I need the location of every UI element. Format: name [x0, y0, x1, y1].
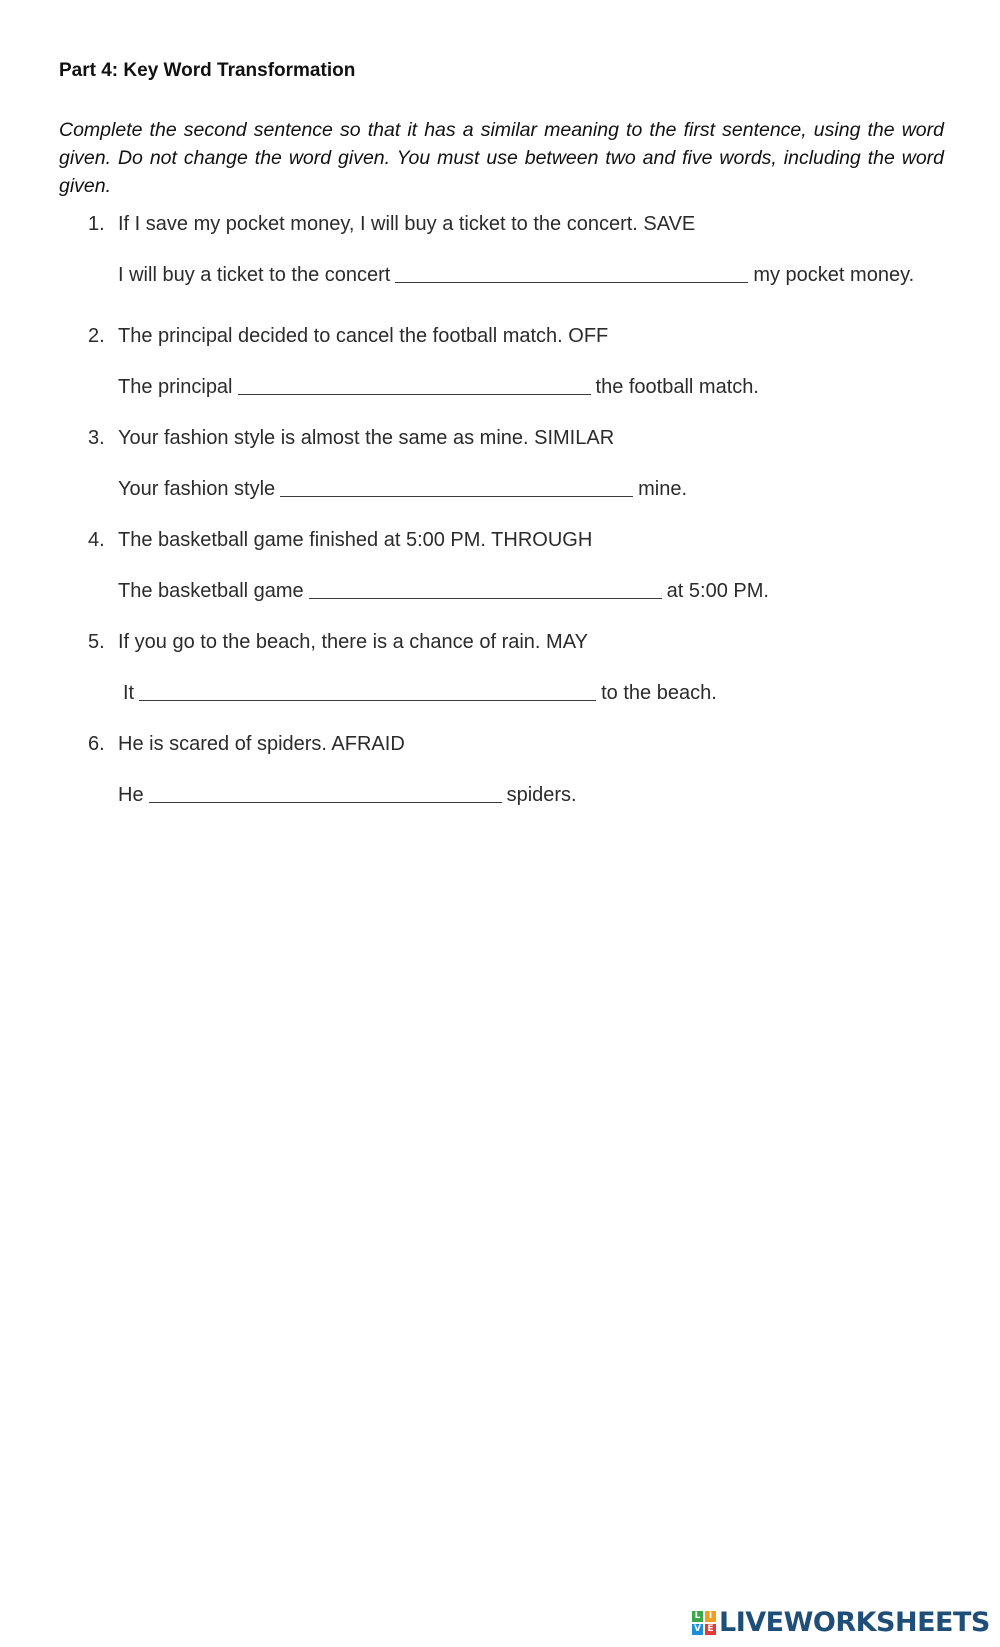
answer-sentence — [118, 264, 914, 287]
answer-before-text: Your fashion style — [118, 478, 276, 500]
question-number: 3. — [88, 427, 105, 449]
answer-after-text: to the beach. — [601, 682, 717, 704]
answer-before-text: The principal — [118, 376, 233, 398]
liveworksheets-logo — [692, 1606, 990, 1640]
answer-after-text: at 5:00 PM. — [666, 580, 769, 602]
answer-after-text: mine. — [638, 478, 688, 500]
answer-blank-input[interactable] — [309, 580, 662, 599]
question-number: 2. — [88, 325, 105, 347]
question-prompt: The basketball game finished at 5:00 PM. THROUGH — [118, 529, 593, 551]
answer-after-text: the football match. — [595, 376, 759, 398]
question-number: 1. — [88, 213, 105, 235]
logo-mark-tile: I — [705, 1611, 716, 1622]
answer-before-text: I will buy a ticket to the concert — [118, 264, 391, 286]
logo-mark-tile: L — [692, 1611, 703, 1622]
part-title: Part 4: Key Word Transformation — [59, 60, 356, 81]
logo-text: LIVEWORKSHEETS — [719, 1607, 990, 1638]
answer-sentence — [118, 784, 577, 807]
answer-blank-input[interactable] — [395, 264, 748, 283]
answer-before-text: The basketball game — [118, 580, 304, 602]
answer-blank-input[interactable] — [280, 478, 633, 497]
answer-blank-input[interactable] — [139, 682, 596, 701]
answer-before-text: It — [123, 682, 135, 704]
question-number: 5. — [88, 631, 105, 653]
question-number: 4. — [88, 529, 105, 551]
answer-sentence — [118, 376, 759, 399]
answer-sentence — [123, 682, 717, 705]
instructions-text: Complete the second sentence so that it has a similar meaning to the first sentence, using the word given. Do not change the word given. You must use between two and five words, including the word given. — [59, 119, 944, 197]
logo-mark-tile: E — [705, 1624, 716, 1635]
answer-sentence — [118, 478, 687, 501]
answer-blank-input[interactable] — [238, 376, 591, 395]
logo-mark-tile: V — [692, 1624, 703, 1635]
answer-after-text: my pocket money. — [753, 264, 915, 286]
answer-blank-input[interactable] — [149, 784, 502, 803]
question-prompt: The principal decided to cancel the football match. OFF — [118, 325, 609, 347]
question-prompt: Your fashion style is almost the same as mine. SIMILAR — [118, 427, 615, 449]
answer-before-text: He — [118, 784, 144, 806]
answer-sentence — [118, 580, 769, 603]
question-number: 6. — [88, 733, 105, 755]
liveworksheets-logo-mark-icon — [692, 1611, 716, 1635]
question-prompt: If I save my pocket money, I will buy a ticket to the concert. SAVE — [118, 213, 696, 235]
question-prompt: He is scared of spiders. AFRAID — [118, 733, 405, 755]
question-prompt: If you go to the beach, there is a chance of rain. MAY — [118, 631, 588, 653]
answer-after-text: spiders. — [506, 784, 577, 806]
